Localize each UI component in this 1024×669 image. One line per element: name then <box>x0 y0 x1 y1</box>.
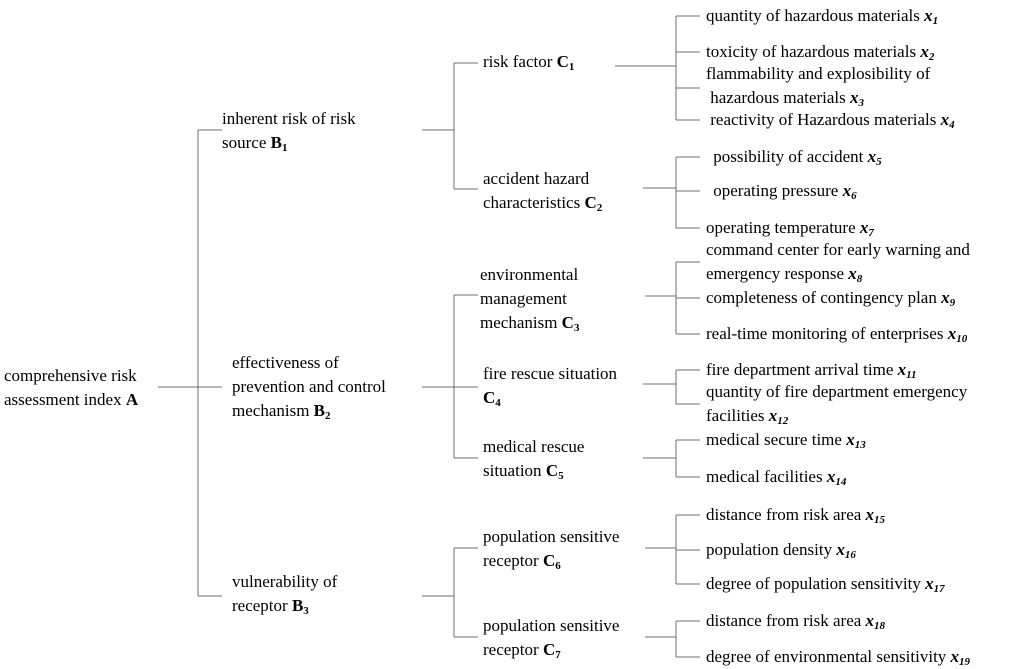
criterion-b3-subscript: 3 <box>303 605 309 617</box>
factor-c4-text: fire rescue situation <box>483 364 618 383</box>
indicator-x10-subscript: 10 <box>956 333 968 345</box>
indicator-x5 <box>709 145 882 169</box>
indicator-x13-subscript: 13 <box>854 439 866 451</box>
factor-c7-line <box>483 638 619 662</box>
indicator-x12-text: quantity of fire department emergency <box>706 382 968 401</box>
indicator-x6 <box>709 179 857 203</box>
indicator-x11-text: fire department arrival time <box>706 360 898 379</box>
indicator-x3 <box>706 62 930 110</box>
indicator-x2-text: toxicity of hazardous materials <box>706 42 921 61</box>
indicator-x10-line <box>706 322 967 346</box>
indicator-x19 <box>706 645 970 669</box>
criterion-b1-text: inherent risk of risk <box>222 109 356 128</box>
indicator-x9-text: completeness of contingency plan <box>706 288 942 307</box>
factor-c3-text: management <box>480 289 567 308</box>
factor-c2 <box>483 167 602 215</box>
indicator-x9-line <box>706 286 955 310</box>
factor-c1-line <box>483 50 574 74</box>
indicator-x3-subscript: 3 <box>858 97 864 109</box>
indicator-x3-line <box>706 86 930 110</box>
indicator-x7-code: x <box>859 218 869 237</box>
indicator-x15-line <box>706 503 885 527</box>
indicator-x7 <box>706 216 874 240</box>
factor-c5-line <box>483 459 584 483</box>
indicator-x15-subscript: 15 <box>874 514 886 526</box>
factor-c3-text: mechanism <box>480 313 562 332</box>
indicator-x11 <box>706 358 917 382</box>
indicator-x5-line <box>709 145 882 169</box>
criterion-b1-subscript: 1 <box>281 142 288 154</box>
indicator-x6-line <box>709 179 857 203</box>
indicator-x13-line <box>706 428 866 452</box>
criterion-b1 <box>222 107 356 155</box>
factor-c2-line <box>483 191 602 215</box>
indicator-x19-subscript: 19 <box>959 656 971 668</box>
criterion-b3-line <box>232 594 337 618</box>
indicator-x18-code: x <box>865 611 875 630</box>
factor-c7-code: C <box>542 640 556 659</box>
criterion-b3-line <box>232 570 337 594</box>
indicator-x2 <box>706 40 934 64</box>
indicator-x3-text: hazardous materials <box>706 88 850 107</box>
indicator-x12-line <box>706 404 967 428</box>
criterion-b3 <box>232 570 337 618</box>
factor-c6-text: population sensitive <box>483 527 620 546</box>
indicator-x9 <box>706 286 955 310</box>
root-node <box>4 364 138 412</box>
criterion-b3-text: vulnerability of <box>232 572 338 591</box>
criterion-b2-text: prevention and control <box>232 377 386 396</box>
indicator-x6-subscript: 6 <box>851 190 857 202</box>
indicator-x11-subscript: 11 <box>906 369 917 381</box>
criterion-b2-text: effectiveness of <box>232 353 339 372</box>
factor-c7 <box>483 614 619 662</box>
factor-c2-text: accident hazard <box>483 169 590 188</box>
criterion-b1-line <box>222 107 356 131</box>
indicator-x7-text: operating temperature <box>706 218 860 237</box>
indicator-x16 <box>706 538 856 562</box>
criterion-b3-code: B <box>291 596 304 615</box>
factor-c3-subscript: 3 <box>573 322 580 334</box>
factor-c6 <box>483 525 619 573</box>
factor-c3-line <box>480 287 579 311</box>
indicator-x14-subscript: 14 <box>835 476 847 488</box>
factor-c5-text: medical rescue <box>483 437 585 456</box>
factor-c7-text: population sensitive <box>483 616 620 635</box>
criterion-b1-line <box>222 131 356 155</box>
factor-c2-code: C <box>584 193 597 212</box>
indicator-x17-text: degree of population sensitivity <box>706 574 926 593</box>
factor-c5-text: situation <box>483 461 546 480</box>
indicator-x7-subscript: 7 <box>868 227 874 239</box>
indicator-x19-line <box>706 645 970 669</box>
indicator-x12-code: x <box>768 406 778 425</box>
indicator-x6-text: operating pressure <box>709 181 843 200</box>
factor-c4-code: C <box>483 388 496 407</box>
indicator-x18-line <box>706 609 885 633</box>
criterion-b2 <box>232 351 386 423</box>
indicator-x9-code: x <box>941 288 950 307</box>
indicator-x8 <box>706 238 970 286</box>
indicator-x18-subscript: 18 <box>874 620 886 632</box>
indicator-x13 <box>706 428 866 452</box>
indicator-x4-text: reactivity of Hazardous materials <box>706 110 941 129</box>
factor-c6-subscript: 6 <box>555 560 561 572</box>
factor-c6-code: C <box>542 551 556 570</box>
factor-c1-subscript: 1 <box>568 61 575 73</box>
indicator-x1-line <box>706 4 938 28</box>
indicator-x1-subscript: 1 <box>932 15 939 27</box>
indicator-x17-line <box>706 572 945 596</box>
indicator-x12 <box>706 380 967 428</box>
indicator-x2-subscript: 2 <box>928 51 935 63</box>
factor-c1-code: C <box>556 52 569 71</box>
indicator-x15 <box>706 503 885 527</box>
factor-c4-line <box>483 362 617 386</box>
indicator-x18-text: distance from risk area <box>706 611 866 630</box>
factor-c4-subscript: 4 <box>495 397 501 409</box>
indicator-x16-subscript: 16 <box>844 549 856 561</box>
factor-c3-text: environmental <box>480 265 579 284</box>
criterion-b2-line <box>232 351 386 375</box>
indicator-x4-subscript: 4 <box>949 119 955 131</box>
factor-c3-line <box>480 311 579 335</box>
criterion-b2-subscript: 2 <box>325 410 331 422</box>
criterion-b3-text: receptor <box>232 596 292 615</box>
indicator-x18 <box>706 609 885 633</box>
factor-c5-line <box>483 435 584 459</box>
indicator-x14-line <box>706 465 846 489</box>
indicator-x16-text: population density <box>706 540 837 559</box>
factor-c2-line <box>483 167 602 191</box>
criterion-b1-text: source <box>222 133 271 152</box>
indicator-x3-text: flammability and explosibility of <box>706 64 931 83</box>
indicator-x11-line <box>706 358 917 382</box>
factor-c7-line <box>483 614 619 638</box>
root-node-line <box>4 364 138 388</box>
indicator-x1 <box>706 4 938 28</box>
indicator-x10-code: x <box>947 324 957 343</box>
indicator-x8-text: emergency response <box>706 264 849 283</box>
indicator-x8-line <box>706 262 970 286</box>
indicator-x15-text: distance from risk area <box>706 505 866 524</box>
indicator-x5-code: x <box>867 147 877 166</box>
factor-c3 <box>480 263 579 335</box>
indicator-x2-code: x <box>920 42 929 61</box>
indicator-x14 <box>706 465 846 489</box>
indicator-x7-line <box>706 216 874 240</box>
criterion-b2-line <box>232 399 386 423</box>
indicator-x19-text: degree of environmental sensitivity <box>706 647 951 666</box>
root-node-line <box>4 388 138 412</box>
criterion-b2-line <box>232 375 386 399</box>
factor-c7-subscript: 7 <box>555 649 561 661</box>
indicator-x4-line <box>706 108 955 132</box>
indicator-x10-text: real-time monitoring of enterprises <box>706 324 948 343</box>
root-node-text: comprehensive risk <box>4 366 137 385</box>
indicator-x17 <box>706 572 945 596</box>
indicator-x5-text: possibility of accident <box>709 147 868 166</box>
indicator-x8-code: x <box>848 264 857 283</box>
indicator-x16-line <box>706 538 856 562</box>
factor-c5 <box>483 435 584 483</box>
factor-c5-subscript: 5 <box>558 470 564 482</box>
indicator-x8-subscript: 8 <box>856 273 863 285</box>
indicator-x12-line <box>706 380 967 404</box>
indicator-x1-text: quantity of hazardous materials <box>706 6 925 25</box>
root-node-text: assessment index <box>4 390 126 409</box>
indicator-x3-line <box>706 62 930 86</box>
indicator-x14-code: x <box>826 467 836 486</box>
indicator-x10 <box>706 322 967 346</box>
criterion-b2-text: mechanism <box>232 401 314 420</box>
indicator-x14-text: medical facilities <box>706 467 827 486</box>
factor-c5-code: C <box>545 461 559 480</box>
indicator-x13-code: x <box>846 430 855 449</box>
indicator-x16-code: x <box>836 540 845 559</box>
factor-c4 <box>483 362 617 410</box>
indicator-x4 <box>706 108 955 132</box>
factor-c2-subscript: 2 <box>596 202 603 214</box>
indicator-x5-subscript: 5 <box>876 156 882 168</box>
factor-c7-text: receptor <box>483 640 543 659</box>
indicator-x1-code: x <box>924 6 933 25</box>
indicator-x12-subscript: 12 <box>777 415 789 427</box>
indicator-x3-code: x <box>849 88 859 107</box>
factor-c4-line <box>483 386 617 410</box>
indicator-x13-text: medical secure time <box>706 430 847 449</box>
root-node-code: A <box>125 390 139 409</box>
factor-c2-text: characteristics <box>483 193 585 212</box>
indicator-x15-code: x <box>865 505 875 524</box>
indicator-x2-line <box>706 40 934 64</box>
indicator-x9-subscript: 9 <box>949 297 956 309</box>
criterion-b2-code: B <box>313 401 326 420</box>
factor-c6-line <box>483 549 619 573</box>
indicator-x8-text: command center for early warning and <box>706 240 970 259</box>
factor-c1-text: risk factor <box>483 52 557 71</box>
indicator-x17-subscript: 17 <box>933 583 945 595</box>
factor-c3-line <box>480 263 579 287</box>
indicator-x12-text: facilities <box>706 406 769 425</box>
indicator-x8-line <box>706 238 970 262</box>
factor-c1 <box>483 50 574 74</box>
indicator-x19-code: x <box>950 647 960 666</box>
indicator-x11-code: x <box>897 360 907 379</box>
factor-c3-code: C <box>561 313 574 332</box>
indicator-x6-code: x <box>842 181 852 200</box>
factor-c6-text: receptor <box>483 551 543 570</box>
factor-c6-line <box>483 525 619 549</box>
criterion-b1-code: B <box>270 133 282 152</box>
indicator-x4-code: x <box>940 110 950 129</box>
indicator-x17-code: x <box>925 574 934 593</box>
